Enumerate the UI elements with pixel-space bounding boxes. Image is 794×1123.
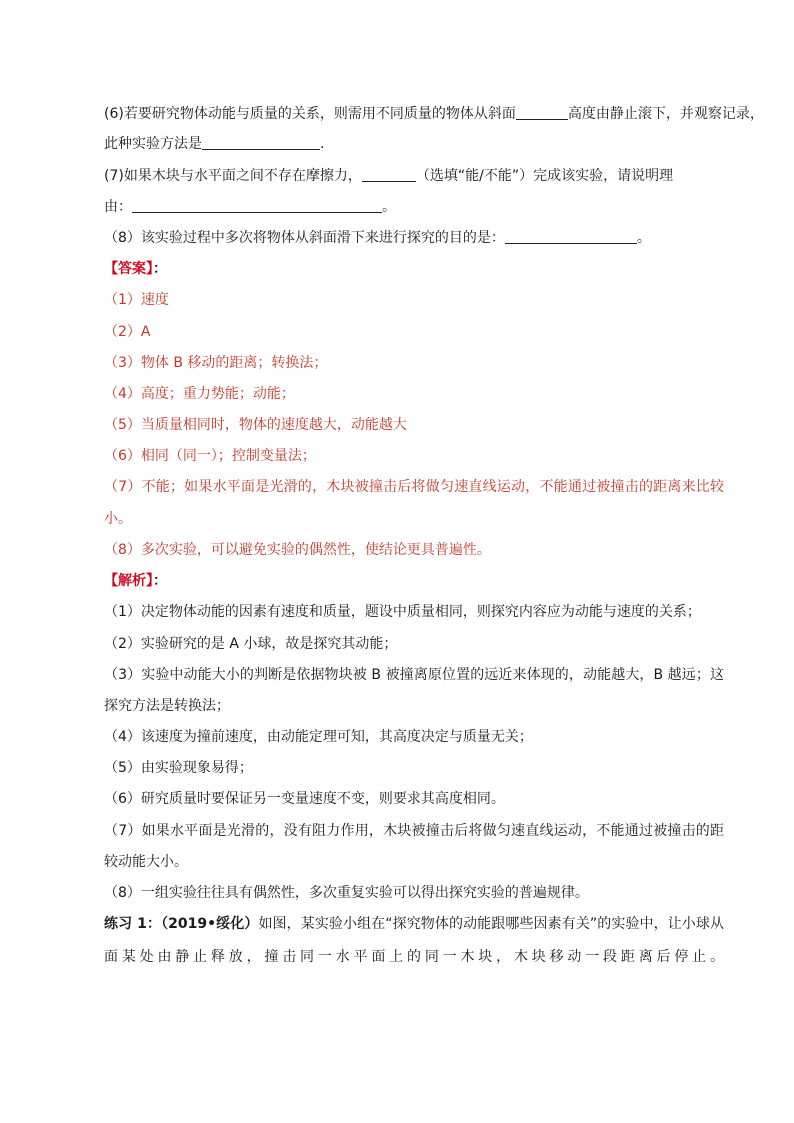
answer-item: （5）当质量相同时，物体的速度越大，动能越大 [104,417,407,433]
question-7-text-d: 。 [382,199,396,215]
question-6-text-c: 此种实验方法是 [104,136,202,152]
analysis-heading [104,571,724,591]
answer-item: （7）不能；如果水平面是光滑的，木块被撞击后将做匀速直线运动，不能通过被撞击的距离来比较 [104,479,724,495]
question-6-line-2 [104,134,724,154]
question-6-text-d: . [320,136,325,152]
question-7-text-a: (7)如果木块与水平面之间不存在摩擦力， [104,168,362,184]
question-7-text-b: （选填“能/不能”）完成该实验，请说明理 [415,168,674,184]
question-7-blank-2[interactable] [132,198,382,213]
analysis-item: （4）该速度为撞前速度，由动能定理可知，其高度决定与质量无关； [104,729,533,745]
answer-heading [104,259,724,279]
question-6-text-a: (6)若要研究物体动能与质量的关系，则需用不同质量的物体从斜面 [104,106,516,122]
practice-text-1: 如图，某实验小组在“探究物体的动能跟哪些因素有关”的实验中，让小球从 [258,916,724,932]
answer-item: （6）相同（同一）；控制变量法； [104,448,316,464]
question-6-line-1 [104,104,764,124]
analysis-label: 【解析】 [104,573,153,589]
question-7-line-2 [104,197,724,217]
answer-colon: ： [153,261,167,277]
practice-line-2: 面某处由静止释放，撞击同一水平面上的同一木块，木块移动一段距离后停止。 [104,949,724,965]
practice-line-1 [104,914,724,934]
question-8-text-b: 。 [636,230,651,246]
question-8-blank[interactable] [505,229,637,244]
analysis-item: （2）实验研究的是 A 小球，故是探究其动能； [104,636,398,652]
analysis-item: （8）一组实验往往具有偶然性，多次重复实验可以得出探究实验的普遍规律。 [104,885,589,901]
analysis-item: （6）研究质量时要保证另一变量速度不变，则要求其高度相同。 [104,791,505,807]
question-8-line [104,228,724,248]
question-7-line-1 [104,166,724,186]
question-8-text-a: （8）该实验过程中多次将物体从斜面滑下来进行探究的目的是： [104,230,505,246]
answer-item: 小。 [104,511,132,527]
answer-label: 【答案】 [104,261,153,277]
analysis-item: 探究方法是转换法； [104,698,230,714]
answer-item: （2）A [104,324,151,340]
question-7-blank-1[interactable] [362,167,416,182]
analysis-item: （5）由实验现象易得； [104,760,253,776]
analysis-colon: ： [153,573,167,589]
analysis-item: （3）实验中动能大小的判断是依据物块被 B 被撞离原位置的远近来体现的，动能越大，B 越远；这 [104,667,724,683]
analysis-item: 较动能大小。 [104,854,188,870]
analysis-item: （7）如果水平面是光滑的，没有阻力作用，木块被撞击后将做匀速直线运动，不能通过被撞击的距 [104,823,724,839]
answer-item: （3）物体 B 移动的距离；转换法； [104,355,328,371]
question-6-blank-1[interactable] [516,105,568,120]
question-7-text-c: 由： [104,199,132,215]
analysis-item: （1）决定物体动能的因素有速度和质量，题设中质量相同，则探究内容应为动能与速度的关系； [104,604,701,620]
answer-item: （4）高度；重力势能；动能； [104,386,295,402]
practice-label: 练习 1：（2019•绥化） [104,916,259,932]
question-6-blank-2[interactable] [202,135,320,150]
answer-item: （8）多次实验，可以避免实验的偶然性，使结论更具普遍性。 [104,542,491,558]
answer-item: （1）速度 [104,292,169,308]
question-6-text-b: 高度由静止滚下，并观察记录， [567,106,764,122]
